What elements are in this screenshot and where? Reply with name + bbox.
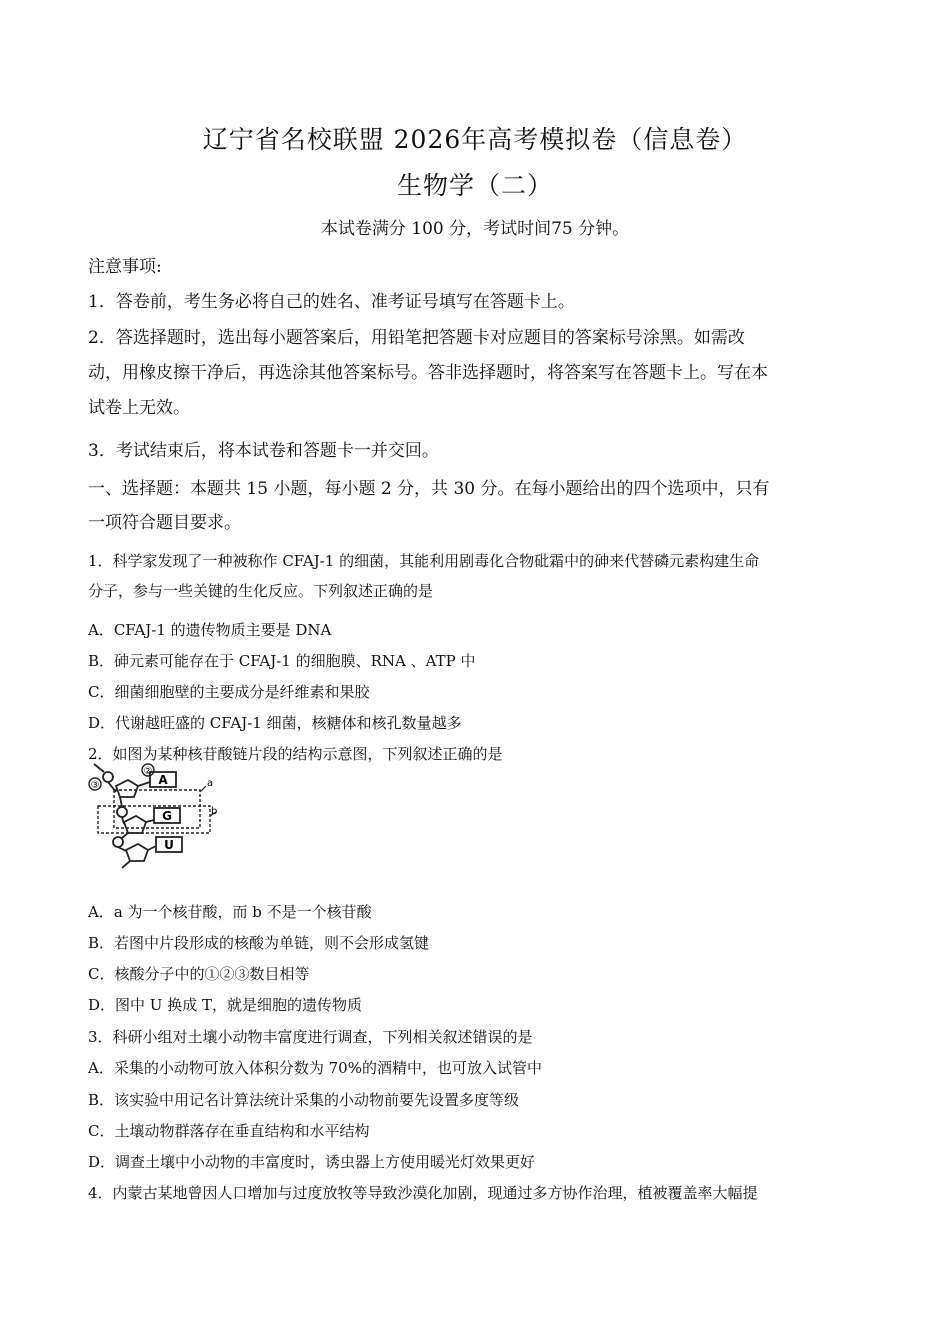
q2-option-d: D．图中 U 换成 T，就是细胞的遗传物质 (88, 996, 362, 1014)
q1-option-c: C．细菌细胞壁的主要成分是纤维素和果胶 (88, 683, 370, 701)
exam-title: 辽宁省名校联盟 2026年高考模拟卷（信息卷） (202, 125, 748, 154)
q3-option-c: C．土壤动物群落存在垂直结构和水平结构 (88, 1122, 370, 1140)
q1-option-d: D．代谢越旺盛的 CFAJ-1 细菌，核糖体和核孔数量越多 (88, 714, 462, 732)
notes-item-1: 1．答卷前，考生务必将自己的姓名、准考证号填写在答题卡上。 (88, 292, 575, 312)
fig-base-u: U (164, 838, 174, 852)
section-1-line-2: 一项符合题目要求。 (88, 513, 241, 533)
fig-label-a: a (207, 778, 214, 789)
q1-option-a: A．CFAJ-1 的遗传物质主要是 DNA (88, 621, 332, 639)
fig-base-a: A (158, 773, 168, 787)
q4-stem-line-1: 4．内蒙古某地曾因人口增加与过度放牧等导致沙漠化加剧，现通过多方协作治理，植被覆盖率大幅提 (88, 1184, 758, 1202)
notes-item-2-line-2: 动，用橡皮擦干净后，再选涂其他答案标号。答非选择题时，将答案写在答题卡上。写在本 (88, 363, 768, 383)
exam-info: 本试卷满分 100 分，考试时间75 分钟。 (320, 219, 630, 239)
q2-option-b: B．若图中片段形成的核酸为单链，则不会形成氢键 (88, 934, 430, 952)
notes-heading: 注意事项: (88, 257, 162, 277)
q1-option-b: B．砷元素可能存在于 CFAJ-1 的细胞膜、RNA 、ATP 中 (88, 652, 476, 670)
q2-stem: 2．如图为某种核苷酸链片段的结构示意图，下列叙述正确的是 (88, 745, 503, 763)
q1-stem-line-2: 分子，参与一些关键的生化反应。下列叙述正确的是 (88, 582, 434, 600)
q3-option-a: A．采集的小动物可放入体积分数为 70%的酒精中，也可放入试管中 (88, 1059, 542, 1077)
notes-item-3: 3．考试结束后，将本试卷和答题卡一并交回。 (88, 441, 439, 461)
fig-marker-2: ② (143, 766, 153, 777)
exam-subject: 生物学（二） (396, 171, 553, 200)
nucleotide-chain-figure (86, 760, 221, 870)
fig-label-b: b (211, 806, 218, 817)
q3-option-d: D．调查土壤中小动物的丰富度时，诱虫器上方使用暖光灯效果更好 (88, 1153, 536, 1171)
section-1-line-1: 一、选择题：本题共 15 小题，每小题 2 分，共 30 分。在每小题给出的四个选项中，只有 (88, 479, 770, 499)
notes-item-2-line-1: 2．答选择题时，选出每小题答案后，用铅笔把答题卡对应题目的答案标号涂黑。如需改 (88, 328, 745, 348)
q2-option-c: C．核酸分子中的①②③数目相等 (88, 965, 310, 983)
notes-item-2-line-3: 试卷上无效。 (88, 398, 190, 418)
q3-option-b: B．该实验中用记名计算法统计采集的小动物前要先设置多度等级 (88, 1091, 520, 1109)
fig-base-g: G (162, 809, 172, 823)
fig-marker-3: ③ (90, 780, 100, 791)
q2-option-a: A．a 为一个核苷酸，而 b 不是一个核苷酸 (88, 903, 372, 921)
q3-stem: 3．科研小组对土壤小动物丰富度进行调查，下列相关叙述错误的是 (88, 1028, 533, 1046)
q1-stem-line-1: 1．科学家发现了一种被称作 CFAJ-1 的细菌，其能利用剧毒化合物砒霜中的砷来代替磷元素构建生命 (88, 552, 760, 570)
